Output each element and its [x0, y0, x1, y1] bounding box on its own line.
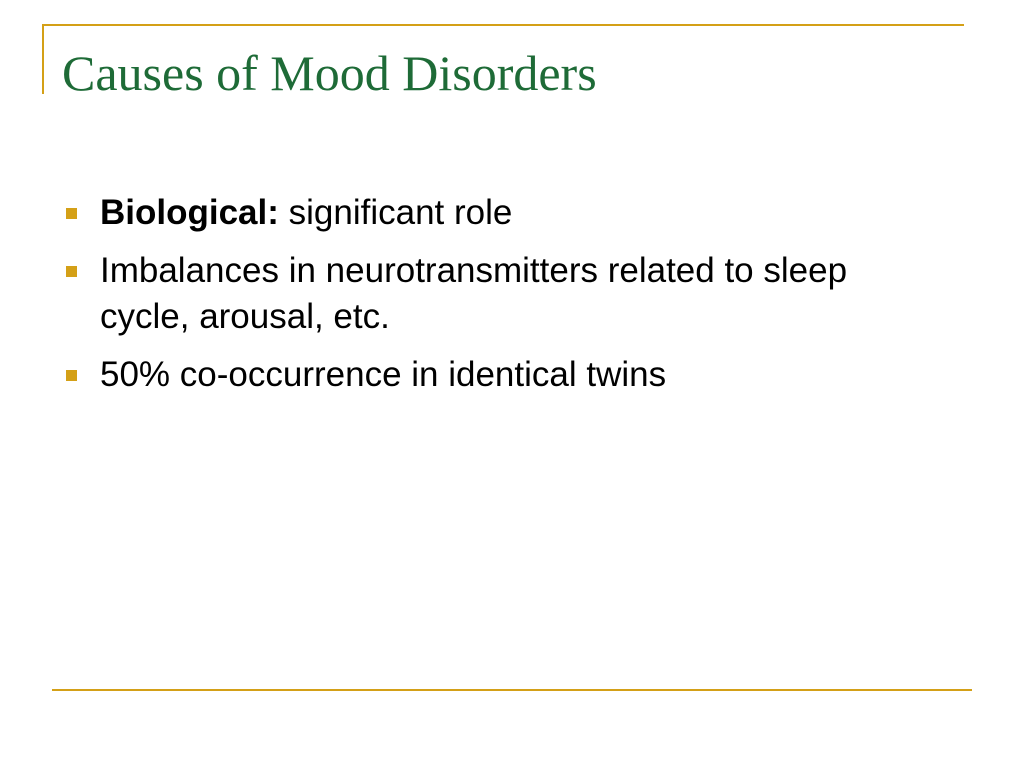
- bullet-item-biological: [66, 190, 946, 236]
- slide-title: Causes of Mood Disorders: [62, 45, 597, 101]
- square-bullet-icon: [66, 208, 77, 219]
- frame-bottom-line: [52, 689, 972, 691]
- bullet-item-twins: [66, 352, 946, 398]
- bullet-bold-label: Biological:: [100, 193, 279, 232]
- bullet-item-neurotransmitters: [66, 248, 946, 340]
- frame-left-line: [42, 24, 44, 94]
- square-bullet-icon: [66, 370, 77, 381]
- frame-top-line: [42, 24, 964, 26]
- bullet-list: [66, 190, 946, 410]
- bullet-text: Imbalances in neurotransmitters related to sleep cycle, arousal, etc.: [100, 251, 848, 336]
- square-bullet-icon: [66, 266, 77, 277]
- bullet-text: significant role: [278, 193, 513, 232]
- bullet-text: 50% co-occurrence in identical twins: [100, 355, 667, 394]
